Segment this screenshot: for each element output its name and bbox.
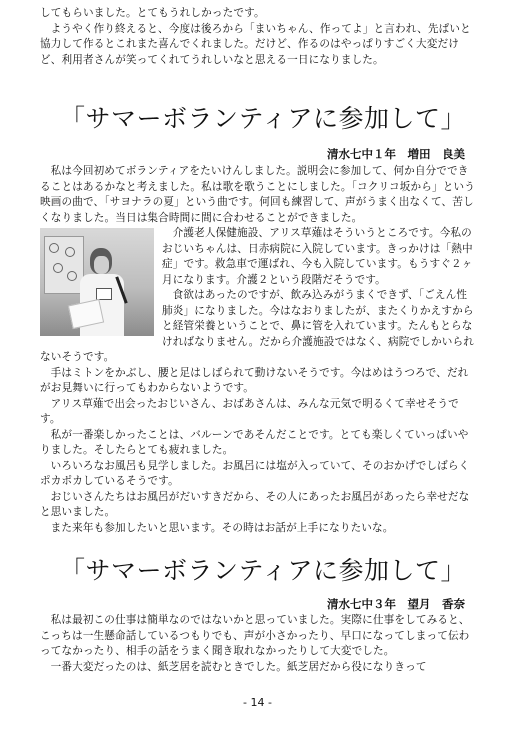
- paragraph: おじいさんたちはお風呂がだいすきだから、その人にあったお風呂があったら幸せだなと思いました。: [40, 490, 470, 518]
- article-title: 「サマーボランティアに参加して」: [60, 556, 467, 585]
- article-byline: 清水七中１年 増田 良美: [327, 147, 465, 161]
- paragraph: してもらいました。とてもうれしかったです。: [40, 7, 265, 19]
- page-number: - 14 -: [243, 696, 272, 709]
- paragraph: 介護老人保健施設、アリス草薙はそういうところです。今私のおじいちゃんは、日赤病院に入院しています。きっかけは「熱中症」です。救急車で運ばれ、今も入院しています。もうすぐ２ヶ月になります。介護２という段階だそうです。: [162, 227, 473, 286]
- paragraph: 私は今回初めてボランティアをたいけんしました。説明会に参加して、何か自分でできることはあるかなと考えました。私は歌を歌うことにしました。「コクリコ坂から」という映画の曲で、「サヨナラの夏」という曲です。何回も練習して、声がうまく出なくて、苦しくなりました。当日は集合時間に間に合わせることができました。: [40, 165, 475, 224]
- article-body: [40, 164, 476, 536]
- paragraph: 手はミトンをかぶし、腰と足はしばられて動けないそうです。今はめはうつろで、だれがお見舞いに行ってもわからないようです。: [40, 366, 469, 394]
- article-body: [40, 613, 476, 675]
- paragraph: また来年も参加したいと思います。その時はお話が上手になりたいな。: [50, 521, 394, 534]
- paragraph: アリス草薙で出会ったおじいさん、おばあさんは、みんな元気で明るくて幸せそうです。: [40, 397, 459, 425]
- article-byline: 清水七中３年 望月 香奈: [327, 597, 465, 611]
- article-title: 「サマーボランティアに参加して」: [60, 104, 467, 133]
- paragraph: 一番大変だったのは、紙芝居を読むときでした。紙芝居だから役になりきって: [50, 660, 427, 673]
- paragraph: ようやく作り終えると、今度は後ろから「まいちゃん、作ってよ」と言われ、先ぱいと協力して作るとこれまた喜んでくれました。だけど、作るのはやっぱりすごく大変だけど、利用者さんが笑ってくれてうれしいなと思える一日になりました。: [40, 22, 471, 66]
- intro-continuation: [40, 6, 476, 68]
- paragraph: 食欲はあったのですが、飲み込みがうまくできず、「ごえん性肺炎」になりました。今はなおりましたが、またくりかえすからと経管栄養ということで、鼻に管を入れています。たんもとらなければなりません。だから介護施設ではなく、病院でしかいられないそうです。: [40, 289, 474, 363]
- student-speaking-photo: [40, 228, 154, 336]
- paragraph: いろいろなお風呂も見学しました。お風呂には塩が入っていて、そのおかげでしばらくポカポカしているそうです。: [40, 459, 470, 487]
- paragraph: 私は最初この仕事は簡単なのではないかと思っていました。実際に仕事をしてみると、こっちは一生懸命話しているつもりでも、声が小さかったり、早口になってしまって伝わってなかったり、相手の話をうまく聞き取れなかったりして大変でした。: [40, 614, 470, 657]
- paragraph: 私が一番楽しかったことは、バルーンであそんだことです。とても楽しくていっぱいやりました。そしたらとても疲れました。: [40, 428, 469, 456]
